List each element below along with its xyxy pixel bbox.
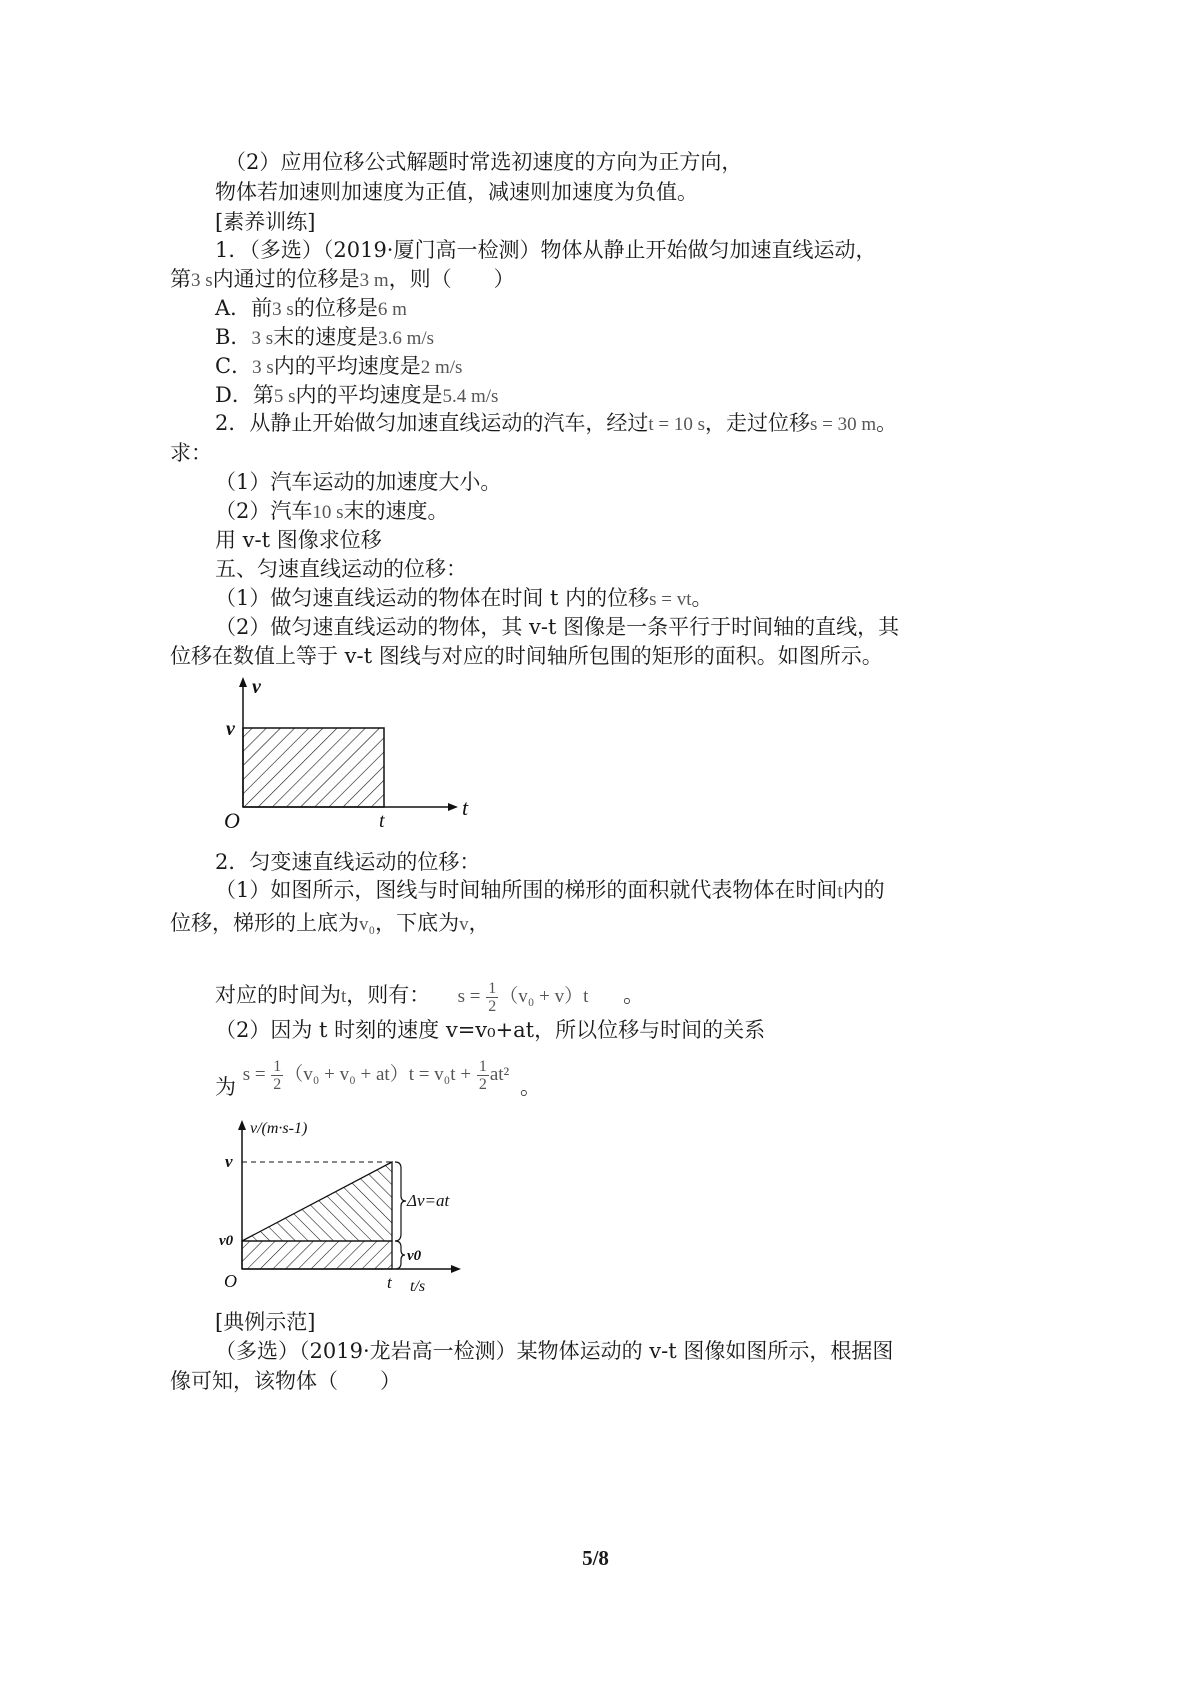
text: 内通过的位移是 (212, 267, 360, 291)
formula-line (215, 978, 644, 1015)
text: 内的 (842, 878, 885, 902)
origin-label: O (224, 808, 240, 833)
example-stem: （多选）（2019·龙岩高一检测）某物体运动的 v-t 图像如图所示，根据图 (215, 1339, 894, 1363)
text: 。 (876, 411, 898, 435)
text: 的位移是 (293, 296, 378, 320)
v-axis-arrow-icon (239, 677, 247, 687)
initial-velocity-area (242, 1241, 392, 1269)
fraction (486, 980, 498, 1015)
text: ，则（ ） (388, 267, 515, 291)
t-value-label: t (387, 1273, 392, 1292)
math: s = 30 m (810, 414, 877, 435)
example-stem-cont: 像可知，该物体（ ） (170, 1369, 401, 1393)
text-line: 位移在数值上等于 v-t 图线与对应的时间轴所包围的矩形的面积。如图所示。 (170, 644, 883, 668)
math: 3.6 m/s (378, 328, 435, 349)
v0-value-label: v0 (219, 1233, 234, 1249)
fraction (271, 1058, 283, 1093)
question-2-stem-cont: 求： (170, 441, 212, 465)
math: 6 m (377, 299, 407, 320)
t-axis-arrow-icon (448, 803, 458, 811)
text: A．前 (215, 296, 273, 320)
math: 3 s (272, 299, 294, 320)
v-axis-arrow-icon (238, 1120, 246, 1130)
denominator: 2 (273, 1076, 282, 1094)
section-heading: [典例示范] (215, 1310, 316, 1334)
math: s = vt (649, 589, 692, 610)
option-b (215, 324, 434, 352)
text: 末的速度。 (343, 499, 449, 523)
math: t = 10 s (648, 414, 705, 435)
text: 位移，梯形的上底为 (170, 911, 359, 935)
v0-brace-label: v0 (407, 1248, 422, 1264)
math: t (341, 986, 347, 1007)
math: 3 s (252, 357, 274, 378)
text: 内的平均速度是 (273, 354, 421, 378)
t-value-label: t (379, 810, 385, 832)
v0-brace (395, 1241, 405, 1269)
numerator: 1 (488, 980, 497, 998)
fraction (477, 1058, 489, 1093)
y-axis-label: v/(m·s-1) (250, 1120, 308, 1137)
text: 末的速度是 (273, 325, 379, 349)
math: 3 s (251, 328, 274, 349)
v-value-label: v (226, 718, 235, 740)
text: 内的平均速度是 (295, 383, 443, 407)
option-c (215, 353, 462, 381)
text: 。 (623, 983, 645, 1007)
section-heading: [素养训练] (215, 210, 316, 234)
math: s = (242, 1064, 266, 1085)
text: （2）汽车 (215, 499, 313, 523)
math: v₀ (359, 914, 376, 935)
text: 对应的时间为 (215, 983, 341, 1007)
text-line (215, 877, 885, 905)
origin-label: O (224, 1271, 237, 1291)
math: 2 m/s (420, 357, 463, 378)
math: 10 s (312, 502, 344, 523)
topic-heading: 用 v-t 图像求位移 (215, 528, 382, 552)
text: B． (215, 325, 252, 349)
numerator: 1 (273, 1058, 282, 1076)
question-2-part-2 (215, 498, 449, 526)
figure-uniform-motion-vt (220, 675, 480, 835)
text: （1）做匀速直线运动的物体在时间 t 内的位移 (215, 586, 650, 610)
text-line (170, 910, 490, 938)
math: s = (457, 986, 481, 1007)
denominator: 2 (488, 998, 497, 1016)
formula-line (215, 1058, 541, 1108)
numerator: 1 (478, 1058, 487, 1076)
math: t (837, 881, 843, 902)
v-axis-label: v (252, 676, 261, 698)
text: 。 (519, 1075, 541, 1099)
text: 为 (215, 1075, 236, 1099)
text: 。 (691, 586, 713, 610)
option-d (215, 382, 498, 410)
t-axis-arrow-icon (451, 1265, 461, 1273)
math: 3 m (359, 270, 389, 291)
question-1-stem: 1．（多选）（2019·厦门高一检测）物体从静止开始做匀加速直线运动， (215, 238, 877, 262)
math: 3 s (191, 270, 213, 291)
text: （1）如图所示，图线与时间轴所围的梯形的面积就代表物体在时间 (215, 878, 838, 902)
math: v (459, 914, 469, 935)
velocity-gain-area (242, 1162, 392, 1241)
text-line: （2）做匀速直线运动的物体，其 v-t 图像是一条平行于时间轴的直线，其 (215, 615, 900, 639)
text: ， (468, 911, 490, 935)
text: ，下底为 (375, 911, 460, 935)
text-line: （2）因为 t 时刻的速度 v=v₀+at，所以位移与时间的关系 (215, 1018, 766, 1042)
math: 5 s (273, 386, 296, 407)
text: ，则有： (346, 983, 431, 1007)
formula-displacement-time (242, 1058, 514, 1094)
question-2-part-1: （1）汽车运动的加速度大小。 (215, 470, 502, 494)
page-number: 5/8 (582, 1546, 609, 1570)
section-heading: 五、匀速直线运动的位移： (215, 557, 467, 581)
figure-uniform-acceleration-vt (215, 1110, 495, 1300)
denominator: 2 (478, 1076, 487, 1094)
math: at² (489, 1064, 510, 1085)
text-line: 物体若加速则加速度为正值，减速则加速度为负值。 (215, 180, 698, 204)
section-heading: 2．匀变速直线运动的位移： (215, 850, 481, 874)
question-1-stem-cont (170, 266, 515, 294)
text: C． (215, 354, 253, 378)
delta-v-brace (395, 1162, 406, 1241)
text-line (215, 585, 713, 613)
text-line: （2）应用位移公式解题时常选初速度的方向为正方向， (225, 150, 743, 174)
x-axis-label: t/s (410, 1278, 426, 1295)
delta-v-label: Δv=at (407, 1191, 450, 1210)
text: 2．从静止开始做匀加速直线运动的汽车，经过 (215, 411, 649, 435)
t-axis-label: t (462, 795, 469, 820)
v-value-label: v (225, 1152, 233, 1171)
math: （v₀ + v₀ + at）t = v₀t + (284, 1064, 472, 1085)
displacement-area (243, 728, 384, 807)
text: 第 (170, 267, 191, 291)
text: ，走过位移 (705, 411, 810, 435)
math: （v₀ + v）t (499, 986, 589, 1007)
question-2-stem (215, 410, 897, 438)
text: D．第 (215, 383, 274, 407)
option-a (215, 295, 407, 323)
formula-displacement (457, 980, 593, 1016)
math: 5.4 m/s (442, 386, 499, 407)
